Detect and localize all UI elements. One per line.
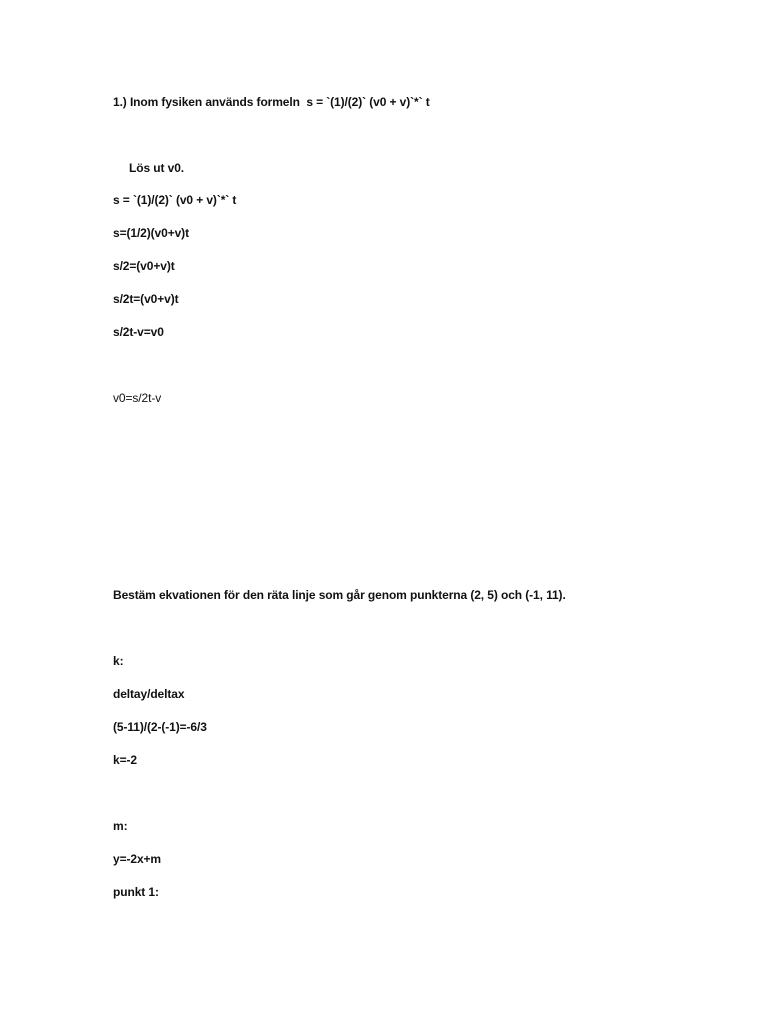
q1-answer: v0=s/2t-v [113, 391, 162, 405]
q1-step-3: s/2=(v0+v)t [113, 259, 175, 273]
q1-step-4: s/2t=(v0+v)t [113, 292, 179, 306]
q2-k-step-3: k=-2 [113, 753, 137, 767]
q1-step-1: s = `(1)/(2)` (v0 + v)`*` t [113, 193, 237, 207]
q2-k-step-2: (5-11)/(2-(-1)=-6/3 [113, 720, 207, 734]
q1-step-2: s=(1/2)(v0+v)t [113, 226, 189, 240]
q2-point1-label: punkt 1: [113, 885, 159, 899]
question-1-heading: 1.) Inom fysiken används formeln s = `(1)/(2)` (v0 + v)`*` t [113, 95, 430, 109]
q1-step-5: s/2t-v=v0 [113, 325, 164, 339]
question-2-heading: Bestäm ekvationen för den räta linje som går genom punkterna (2, 5) och (-1, 11). [113, 588, 566, 602]
q2-m-step: y=-2x+m [113, 852, 162, 866]
q2-m-label: m: [113, 819, 128, 833]
q2-k-step-1: deltay/deltax [113, 687, 185, 701]
q2-k-label: k: [113, 654, 124, 668]
question-1-task: Lös ut v0. [129, 161, 185, 175]
